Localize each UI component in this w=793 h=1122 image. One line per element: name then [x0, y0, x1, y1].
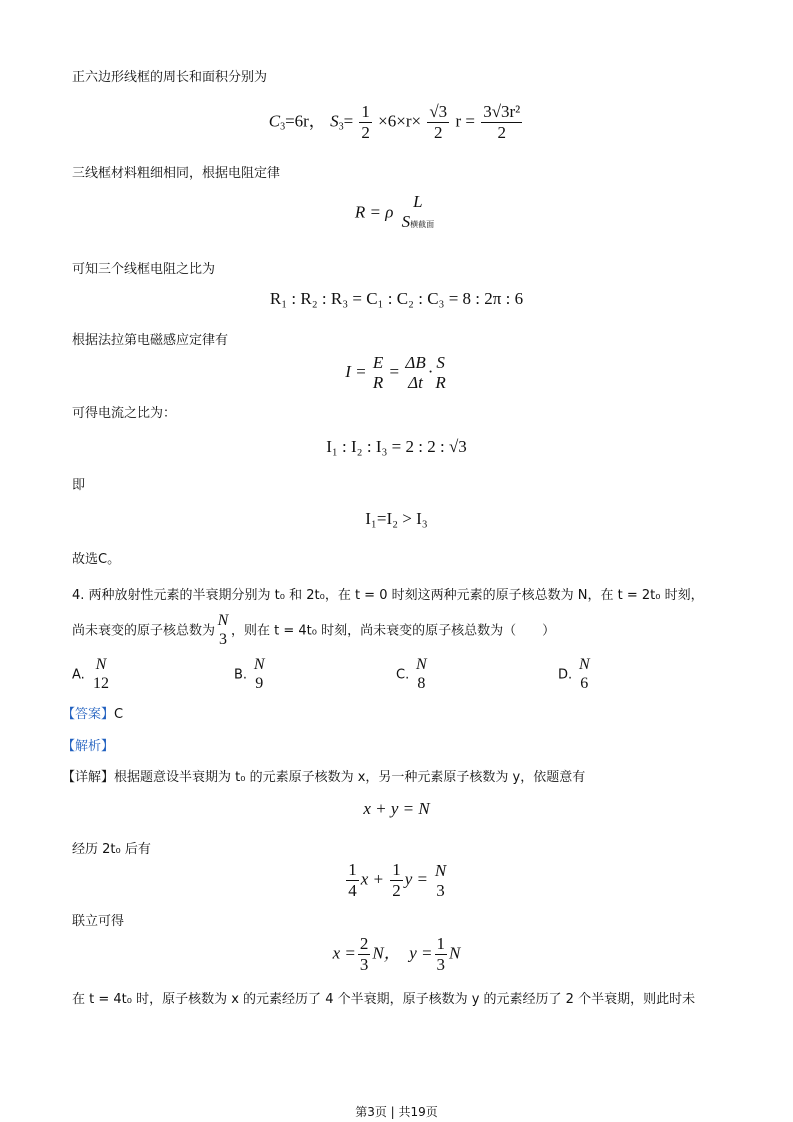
fraction: $\frac{√3}{2}$	[429, 102, 448, 142]
text-line: 正六边形线框的周长和面积分别为	[72, 70, 268, 85]
eq-text: =	[343, 111, 358, 131]
equation-decay	[0, 860, 793, 901]
question-line-1: 4. 两种放射性元素的半衰期分别为 t₀ 和 2t₀，在 t = 0 时刻这两种元素的原子核总数为 N，在 t = 2t₀ 时刻，	[72, 588, 704, 603]
option-a[interactable]: A. N 12	[72, 656, 109, 692]
eq-text: =	[389, 361, 400, 381]
fraction: S R	[435, 353, 446, 392]
eq-text: y =	[404, 869, 429, 889]
eq-text: N，	[372, 943, 401, 963]
detail-line	[62, 766, 585, 785]
eq-text: =6r，	[285, 111, 326, 131]
q-text: ，则在 t = 4t₀ 时刻，尚未衰变的原子核总数为（ ）	[231, 623, 556, 639]
question-line-2	[72, 612, 555, 650]
option-d[interactable]: D. N 6	[558, 656, 590, 692]
eq-text: x =	[332, 943, 356, 963]
text-line: 即	[72, 478, 86, 493]
fraction: $\frac{\text{3√3r²}}{2}$	[483, 102, 521, 142]
eq-text: N	[449, 943, 461, 963]
option-c[interactable]: C. N 8	[396, 656, 427, 692]
text-line: 故选C。	[72, 552, 121, 567]
fraction: ΔB Δt	[405, 353, 426, 392]
fraction: $\frac{2}{3}$	[359, 934, 369, 974]
text-line: 可知三个线框电阻之比为	[72, 262, 216, 277]
equation-faraday	[0, 353, 793, 393]
page-footer: 第3页 | 共19页	[355, 1105, 438, 1119]
fraction: N 3	[434, 860, 447, 900]
detail-text: 根据题意设半衰期为 t₀ 的元素原子核数为 x，另一种元素原子核数为 y，依题意有	[114, 770, 586, 785]
fraction: N 3	[217, 612, 229, 648]
analysis-tag: 【解析】	[62, 739, 115, 754]
eq-text: x +	[360, 869, 384, 889]
text-line: 根据法拉第电磁感应定律有	[72, 333, 229, 348]
answer-value: C	[114, 707, 124, 722]
eq-text: 3	[338, 121, 344, 133]
option-b[interactable]: B. N 9	[234, 656, 265, 692]
fraction: $\frac{1}{2}$	[361, 102, 370, 142]
text-line: 可得电流之比为：	[72, 406, 177, 421]
eq-text: 3	[280, 121, 286, 133]
eq-text: C	[268, 111, 281, 131]
equation-current-ratio: I₁ : I₂ : I₃ = 2 : 2 : √3	[326, 437, 467, 456]
fraction: E R	[372, 353, 384, 392]
equation-resistance	[0, 192, 793, 235]
text-line: 联立可得	[72, 914, 125, 929]
equation-solution	[0, 934, 793, 975]
eq-text: y =	[409, 943, 433, 963]
text-line: 三线框材料粗细相同，根据电阻定律	[72, 166, 281, 181]
answer-line	[62, 703, 123, 722]
equation-hexagon	[0, 102, 793, 143]
eq-text: I =	[345, 361, 367, 381]
equation-resistance-ratio: R₁ : R₂ : R₃ = C₁ : C₂ : C₃ = 8 : 2π : 6	[269, 289, 524, 308]
fraction: $\frac{1}{4}$	[348, 860, 357, 900]
detail-tag: 【详解】	[62, 770, 115, 785]
text-line: 在 t = 4t₀ 时，原子核数为 x 的元素经历了 4 个半衰期，原子核数为 y 的元素经历了 2 个半衰期，则此时未	[72, 992, 696, 1007]
text-line: 经历 2t₀ 后有	[72, 842, 151, 857]
eq-text: R = ρ	[354, 202, 394, 222]
fraction: $\frac{1}{3}$	[436, 934, 446, 974]
fraction: L S横截面	[401, 192, 435, 231]
eq-text: ×6×r×	[378, 111, 422, 131]
equation-current-compare: I₁=I₂ > I₃	[365, 509, 428, 528]
eq-text: S	[330, 111, 339, 131]
eq-text: ·	[427, 361, 434, 381]
equation-sum: x + y = N	[363, 799, 430, 818]
eq-text: r =	[455, 111, 475, 131]
q-text: 尚未衰变的原子核总数为	[72, 623, 216, 639]
fraction: $\frac{1}{2}$	[392, 860, 401, 900]
answer-tag: 【答案】	[62, 707, 115, 722]
